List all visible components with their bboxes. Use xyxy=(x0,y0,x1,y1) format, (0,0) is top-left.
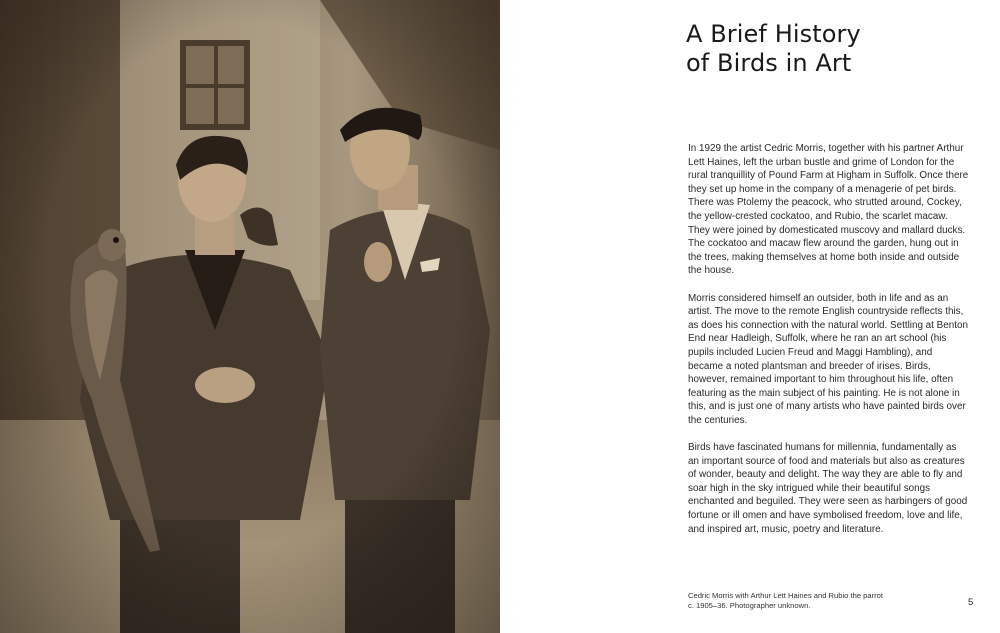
paragraph-1: In 1929 the artist Cedric Morris, together with his partner Arthur Lett Haines, left the urban bustle and grime of London for the rural tranquillity of Pound Farm at Higham in Suffolk. Once there they set up home in the company of a menagerie of pet birds. There was Ptolemy the peacock, who strutted around, Cockey, the yellow-crested cockatoo, and Rubio, the scarlet macaw. They were joined by domesticated muscovy and mallard ducks. The cockatoo and macaw flew around the garden, hung out in the trees, making themselves at home both inside and outside the house. xyxy=(688,143,969,277)
chapter-title-line-2: of Birds in Art xyxy=(686,49,852,77)
caption-line-2: c. 1905–36. Photographer unknown. xyxy=(688,600,811,610)
caption-line-1: Cedric Morris with Arthur Lett Haines and Rubio the parrot xyxy=(688,591,883,600)
page-number: 5 xyxy=(968,597,974,608)
paragraph-3: Birds have fascinated humans for millennia, fundamentally as an important source of food and materials but also as creatures of wonder, beauty and delight. The way they are able to fly and soar high in the sky intrigued while their beautiful songs enchanted and beguiled. They were seen as harbingers of good fortune or ill omen and have symbolised freedom, love and life, and inspired art, music, poetry and literature. xyxy=(688,442,968,535)
text-page xyxy=(500,0,1000,633)
chapter-title-line-1: A Brief History xyxy=(686,20,861,48)
chapter-title xyxy=(686,20,986,78)
paragraph-2: Morris considered himself an outsider, both in life and as an artist. The move to the remote English countryside reflects this, as does his connection with the natural world. Settling at Benton End near Hadleigh, Suffolk, where he ran an art school (his pupils included Lucien Freud and Maggi Hambling), and became a noted plantsman and breeder of irises. Birds, however, remained important to him throughout his life, often featuring as the main subject of his painting. He is not alone in this, and is just one of many artists who have painted birds over the centuries. xyxy=(688,292,968,426)
body-text xyxy=(688,142,970,550)
photo-caption xyxy=(688,591,928,610)
